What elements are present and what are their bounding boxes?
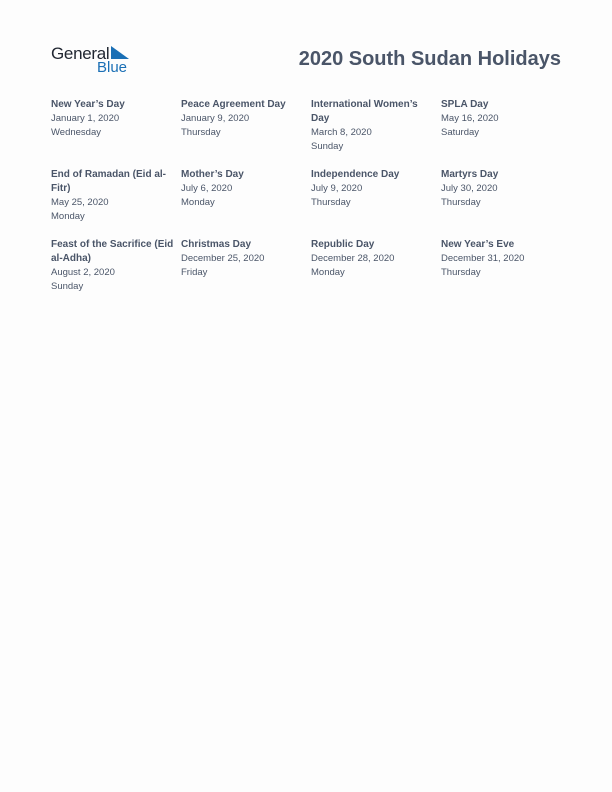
holiday-weekday: Wednesday (51, 127, 101, 138)
holiday-weekday: Monday (51, 211, 85, 222)
holiday-weekday: Monday (181, 197, 215, 208)
holiday-item (441, 238, 571, 308)
holiday-item (51, 168, 181, 238)
holiday-date: December 25, 2020 (181, 253, 265, 264)
holiday-name: New Year’s Eve (441, 239, 515, 250)
holiday-item (441, 98, 571, 168)
holiday-date: August 2, 2020 (51, 267, 115, 278)
holiday-name: Independence Day (311, 169, 400, 180)
holiday-item (311, 238, 441, 308)
logo-word-blue: Blue (97, 59, 128, 76)
holiday-weekday: Thursday (441, 197, 481, 208)
holiday-date: December 28, 2020 (311, 253, 395, 264)
logo-triangle-icon (111, 46, 129, 59)
holiday-weekday: Friday (181, 267, 208, 278)
holiday-weekday: Thursday (441, 267, 481, 278)
holiday-weekday: Sunday (311, 141, 344, 152)
holiday-name: Mother’s Day (181, 169, 244, 180)
holiday-name: Peace Agreement Day (181, 99, 286, 110)
holiday-date: May 25, 2020 (51, 197, 109, 208)
holiday-item (51, 238, 181, 308)
holiday-weekday: Monday (311, 267, 345, 278)
holiday-name: New Year’s Day (51, 99, 125, 110)
holiday-item (311, 98, 441, 168)
page-title: 2020 South Sudan Holidays (298, 48, 561, 70)
holiday-name: SPLA Day (441, 99, 489, 110)
holiday-item (181, 238, 311, 308)
holiday-date: July 9, 2020 (311, 183, 363, 194)
holiday-weekday: Sunday (51, 281, 84, 292)
holiday-name: Republic Day (311, 239, 375, 250)
holiday-weekday: Thursday (181, 127, 221, 138)
holiday-item (181, 168, 311, 238)
holiday-weekday: Saturday (441, 127, 480, 138)
holiday-weekday: Thursday (311, 197, 351, 208)
holiday-date: January 1, 2020 (51, 113, 120, 124)
holiday-date: May 16, 2020 (441, 113, 499, 124)
holiday-item (441, 168, 571, 238)
holiday-date: March 8, 2020 (311, 127, 372, 138)
logo (51, 44, 141, 78)
holiday-name: International Women’s Day (311, 99, 418, 124)
holiday-date: July 30, 2020 (441, 183, 498, 194)
holiday-date: July 6, 2020 (181, 183, 233, 194)
holiday-item (311, 168, 441, 238)
holiday-date: December 31, 2020 (441, 253, 525, 264)
holiday-name: Martyrs Day (441, 169, 499, 180)
holiday-date: January 9, 2020 (181, 113, 250, 124)
logo-word-general: General (51, 44, 110, 63)
holiday-name: Christmas Day (181, 239, 252, 250)
holiday-name: End of Ramadan (Eid al-Fitr) (51, 169, 167, 194)
holiday-item (51, 98, 181, 168)
holiday-name: Feast of the Sacrifice (Eid al-Adha) (51, 239, 174, 264)
holiday-grid (51, 98, 571, 308)
holiday-item (181, 98, 311, 168)
